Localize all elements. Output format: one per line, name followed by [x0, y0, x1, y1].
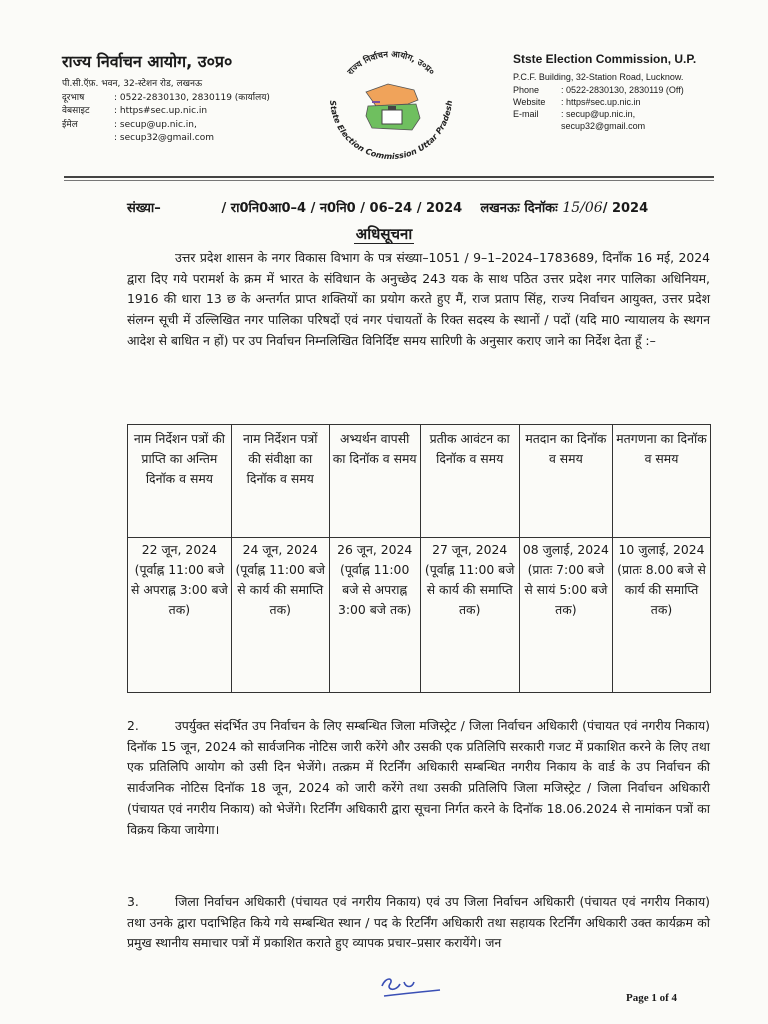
- election-schedule-table: [127, 424, 711, 693]
- table-row: [128, 538, 711, 693]
- letterhead-hindi: [62, 50, 312, 146]
- header-polling-date: मतदान का दिनॉक व समय: [519, 425, 612, 538]
- cell-polling-date: 08 जुलाई, 2024 (प्रातः 7:00 बजे से सायं 5:00 बजे तक): [519, 538, 612, 693]
- website-label-english: Website: [513, 97, 546, 107]
- phone-hindi: : 0522-2830130, 2830119 (कार्यालय): [114, 92, 270, 103]
- paragraph-3-text: जिला निर्वाचन अधिकारी (पंचायत एवं नगरीय निकाय) एवं उप जिला निर्वाचन अधिकारी (पंचायत एवं नगरीय निकाय) तथा उनके द्वारा पदाभिहित किये गये सम्बन्धित स्थान / पद के रिटर्निंग अधिकारी तथा सहायक रिटर्निंग अधिकारी उक्त कार्यक्रम को प्रमुख स्थानीय समाचार पत्रों में प्रकाशित कराते हुए व्यापक प्रचार–प्रसार करायेंगे। जन: [127, 894, 710, 951]
- commission-seal-logo: [316, 40, 466, 170]
- header-nomination-last-date: नाम निर्देशन पत्रों की प्राप्ति का अन्तिम दिनॉक व समय: [128, 425, 232, 538]
- address-english: P.C.F. Building, 32-Station Road, Lucknow.: [513, 72, 684, 82]
- notification-title: अधिसूचना: [355, 225, 413, 243]
- reference-label: संख्या–: [127, 201, 161, 216]
- address-hindi: पी.सी.ऍफ़. भवन, 32-स्टेशन रोड, लखनऊ: [62, 79, 203, 89]
- cell-withdrawal-date: 26 जून, 2024 (पूर्वाह्न 11:00 बजे से अपराह्न 3:00 बजे तक): [329, 538, 420, 693]
- header-divider: [64, 176, 714, 178]
- email2-hindi: : secup32@gmail.com: [114, 133, 215, 143]
- cell-nomination-last-date: 22 जून, 2024 (पूर्वाह्न 11:00 बजे से अपराह्न 3:00 बजे तक): [128, 538, 232, 693]
- seal-bottom-text: State Election Commission Uttar Pradesh: [327, 99, 455, 162]
- email2-english: secup32@gmail.com: [561, 121, 646, 131]
- header-counting-date: मतगणना का दिनॉक व समय: [613, 425, 711, 538]
- phone-label-hindi: दूरभाष: [62, 92, 85, 103]
- initials-signature: [376, 972, 446, 1002]
- handwritten-date: 15/06: [562, 200, 603, 216]
- letterhead-english: [513, 52, 743, 132]
- seal-top-text: राज्य निर्वाचन आयोग, उ०प्र०: [345, 49, 437, 78]
- email1-hindi: : secup@up.nic.in,: [114, 119, 197, 130]
- paragraph-2-text: उपर्युक्त संदर्भित उप निर्वाचन के लिए सम्बन्धित जिला मजिस्ट्रेट / जिला निर्वाचन अधिकारी (पंचायत एवं नगरीय निकाय) दिनॉक 15 जून, 2024 को सार्वजनिक नोटिस जारी करेंगे और उसकी एक प्रतिलिपि सरकारी गजट में प्रकाशित करने के लिए तथा एक प्रतिलिपि आयोग को उसी दिन भेजेंगे। तत्क्रम में रिटर्निंग अधिकारी सम्बन्धित नगरीय निकाय के वार्ड के उप निर्वाचन की सार्वजनिक नोटिस दिनॉक 18 जून, 2024 को जारी करेंगे तथा उसकी प्रतिलिपि जिला मजिस्ट्रेट / जिला निर्वाचन अधिकारी (पंचायत एवं नगरीय निकाय) को भेजेंगे। रिटर्निंग अधिकारी द्वारा सूचना निर्गत करने के दिनॉक 18.06.2024 से नामांकन पत्रों का विक्रय किया जायेगा।: [127, 718, 710, 837]
- paragraph-2: [127, 716, 710, 840]
- reference-line: [127, 198, 717, 216]
- reference-year: / 2024: [602, 201, 649, 216]
- svg-text:राज्य निर्वाचन आयोग, उ०प्र०: [345, 50, 436, 78]
- header-withdrawal-date: अभ्यर्थन वापसी का दिनॉक व समय: [329, 425, 420, 538]
- website-english: : https#sec.up.nic.in: [561, 97, 641, 107]
- paragraph-2-number: 2.: [127, 718, 139, 733]
- email-label-english: E-mail: [513, 109, 539, 119]
- cell-counting-date: 10 जुलाई, 2024 (प्रातः 8.00 बजे से कार्य की समाप्ति तक): [613, 538, 711, 693]
- website-hindi: : https#sec.up.nic.in: [114, 106, 208, 116]
- email1-english: : secup@up.nic.in,: [561, 109, 636, 119]
- place-date-label: लखनऊः दिनॉकः: [480, 201, 558, 216]
- table-header-row: [128, 425, 711, 538]
- ballot-emblem-icon: [366, 84, 420, 130]
- paragraph-1: उत्तर प्रदेश शासन के नगर विकास विभाग के पत्र संख्या–1051 / 9–1–2024–1783689, दिनाँक 16 मई, 2024 द्वारा दिए गये परामर्श के क्रम में भारत के संविधान के अनुच्छेद 243 यक के साथ पठित उत्तर प्रदेश नगर पालिका अधिनियम, 1916 की धारा 13 छ के अन्तर्गत प्राप्त शक्तियों का प्रयोग करते हुए मैं, राज प्रताप सिंह, राज्य निर्वाचन आयुक्त, उत्तर प्रदेश संलग्न सूची में उल्लिखित नगर पालिका परिषदों एवं नगर पंचायतों के रिक्त सदस्य के स्थानों / पदों (यदि मा0 न्यायालय के स्थगन आदेश से बाधित न हों) पर उप निर्वाचन निम्नलिखित विनिर्दिष्ट समय सारिणी के अनुसार कराए जाने का निर्देश देता हूँ :–: [127, 250, 710, 348]
- paragraph-3-number: 3.: [127, 894, 139, 909]
- cell-scrutiny-date: 24 जून, 2024 (पूर्वाह्न 11:00 बजे से कार्य की समाप्ति तक): [231, 538, 329, 693]
- paragraph-3: [127, 892, 710, 954]
- website-label-hindi: वेबसाइट: [62, 106, 90, 116]
- page-number: Page 1 of 4: [626, 992, 678, 1004]
- email-label-hindi: ईमेल: [62, 119, 78, 130]
- reference-number: / रा0नि0आ0–4 / न0नि0 / 06–24 / 2024: [221, 201, 463, 216]
- cell-symbol-allotment-date: 27 जून, 2024 (पूर्वाह्न 11:00 बजे से कार्य की समाप्ति तक): [420, 538, 519, 693]
- header-scrutiny-date: नाम निर्देशन पत्रों की संवीक्षा का दिनॉक व समय: [231, 425, 329, 538]
- header-divider-thin: [64, 180, 714, 181]
- org-name-hindi: राज्य निर्वाचन आयोग, उ०प्र०: [62, 52, 233, 71]
- phone-label-english: Phone: [513, 85, 540, 95]
- phone-english: : 0522-2830130, 2830119 (Off): [561, 85, 684, 95]
- org-name-english: Stste Election Commission, U.P.: [513, 52, 697, 66]
- header-symbol-allotment-date: प्रतीक आवंटन का दिनॉक व समय: [420, 425, 519, 538]
